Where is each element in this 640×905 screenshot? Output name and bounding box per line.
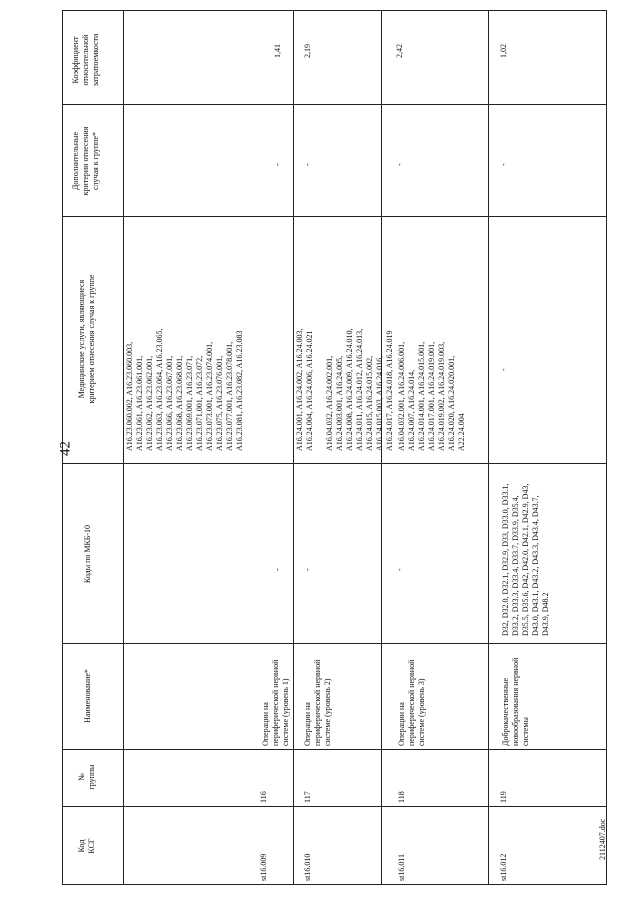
row-group: 118 bbox=[397, 791, 406, 803]
row-coef: 1,41 bbox=[273, 44, 282, 58]
header-divider bbox=[123, 11, 124, 884]
header-services: Медицинские услуги, являющиеся критерием отнесения случая к группе bbox=[77, 274, 96, 404]
row-code: st16.009 bbox=[259, 853, 268, 881]
row-icd: D32, D32.0, D32.1, D32.9, D33, D33.0, D33.1, D33.2, D33.3, D33.4, D33.7, D33.9, D35.4, D35.5, D35.6, D42, D42.0, D42.1, D42.9, D43, D43.0, D43.1, D43.2, D43.3, D43.4, D43.7, D43.9, D48.2 bbox=[501, 483, 550, 636]
header-code-ksg: Код КСГ bbox=[77, 838, 96, 854]
row-name: Операции на периферической нервной системе (уровень 1) bbox=[261, 659, 290, 746]
row-divider bbox=[381, 11, 382, 884]
row-divider bbox=[488, 11, 489, 884]
row-services: A16.24.001, A16.24.002, A16.24.003, A16.24.004, A16.24.006, A16.24.021 A16.04.032, A16.24.002.001, A16.24.003.001, A16.24.005, A16.24.008, A16.24.009, A16.24.010, A16.24.011, A16.24.012, A16.24.013, A16.24.015, A16.24.015.002, A16.24.015.003, A16.24.016, A16.24.017, A16.24.018, A16.24.019 bbox=[295, 328, 394, 451]
row-code: st16.010 bbox=[303, 853, 312, 881]
row-icd: - bbox=[303, 568, 312, 571]
row-coef: 1,02 bbox=[499, 44, 508, 58]
row-name: Операции на периферической нервной системе (уровень 2) bbox=[303, 659, 332, 746]
col-divider bbox=[63, 216, 606, 217]
row-extra: - bbox=[273, 163, 282, 166]
row-group: 119 bbox=[499, 791, 508, 803]
row-services: - bbox=[499, 368, 508, 371]
row-services: A16.04.032.001, A16.24.006.001, A16.24.007, A16.24.014, A16.24.014.001, A16.24.015.001, A16.24.017.001, A16.24.019.001, A16.24.019.002, A16.24.019.003, A16.24.020, A16.24.020.001, A22.24.004 bbox=[397, 341, 466, 451]
row-coef: 2,19 bbox=[303, 44, 312, 58]
footer-file-name: 2112407.doc bbox=[598, 818, 607, 860]
row-name: Доброкачественные новообразования нервной системы bbox=[501, 657, 530, 746]
header-name: Наименование* bbox=[83, 669, 92, 723]
header-coef: Коэффициент относительной затратоемкости bbox=[71, 33, 100, 87]
row-code: st16.012 bbox=[499, 853, 508, 881]
header-icd-codes: Коды по МКБ-10 bbox=[83, 524, 92, 584]
row-icd: - bbox=[395, 568, 404, 571]
col-divider bbox=[63, 749, 606, 750]
row-group: 117 bbox=[303, 791, 312, 803]
data-table bbox=[62, 10, 607, 885]
row-services: A16.23.060.002, A16.23.060.003, A16.23.061, A16.23.061.001, A16.23.062, A16.23.062.001, A16.23.063, A16.23.064, A16.23.065, A16.23.066, A16.23.067.001, A16.23.068, A16.23.068.001, A16.23.069.001, A16.23.071, A16.23.071.001, A16.23.072, A16.23.073.001, A16.23.074.001, A16.23.075, A16.23.076.001, A16.23.077.001, A16.23.078.001, A16.23.081, A16.23.082, A16.23.083 bbox=[125, 328, 244, 451]
row-divider bbox=[293, 11, 294, 884]
row-coef: 2,42 bbox=[395, 44, 404, 58]
header-group-no: № группы bbox=[77, 764, 96, 790]
row-extra: - bbox=[499, 163, 508, 166]
row-name: Операции на периферической нервной системе (уровень 3) bbox=[397, 659, 426, 746]
page-number: 42 bbox=[57, 441, 74, 456]
row-extra: - bbox=[303, 163, 312, 166]
row-code: st16.011 bbox=[397, 853, 406, 881]
row-icd: - bbox=[273, 568, 282, 571]
col-divider bbox=[63, 806, 606, 807]
header-extra-criteria: Дополнительные критерии отнесения случая к группе* bbox=[71, 126, 100, 196]
row-extra: - bbox=[395, 163, 404, 166]
row-group: 116 bbox=[259, 791, 268, 803]
col-divider bbox=[63, 104, 606, 105]
